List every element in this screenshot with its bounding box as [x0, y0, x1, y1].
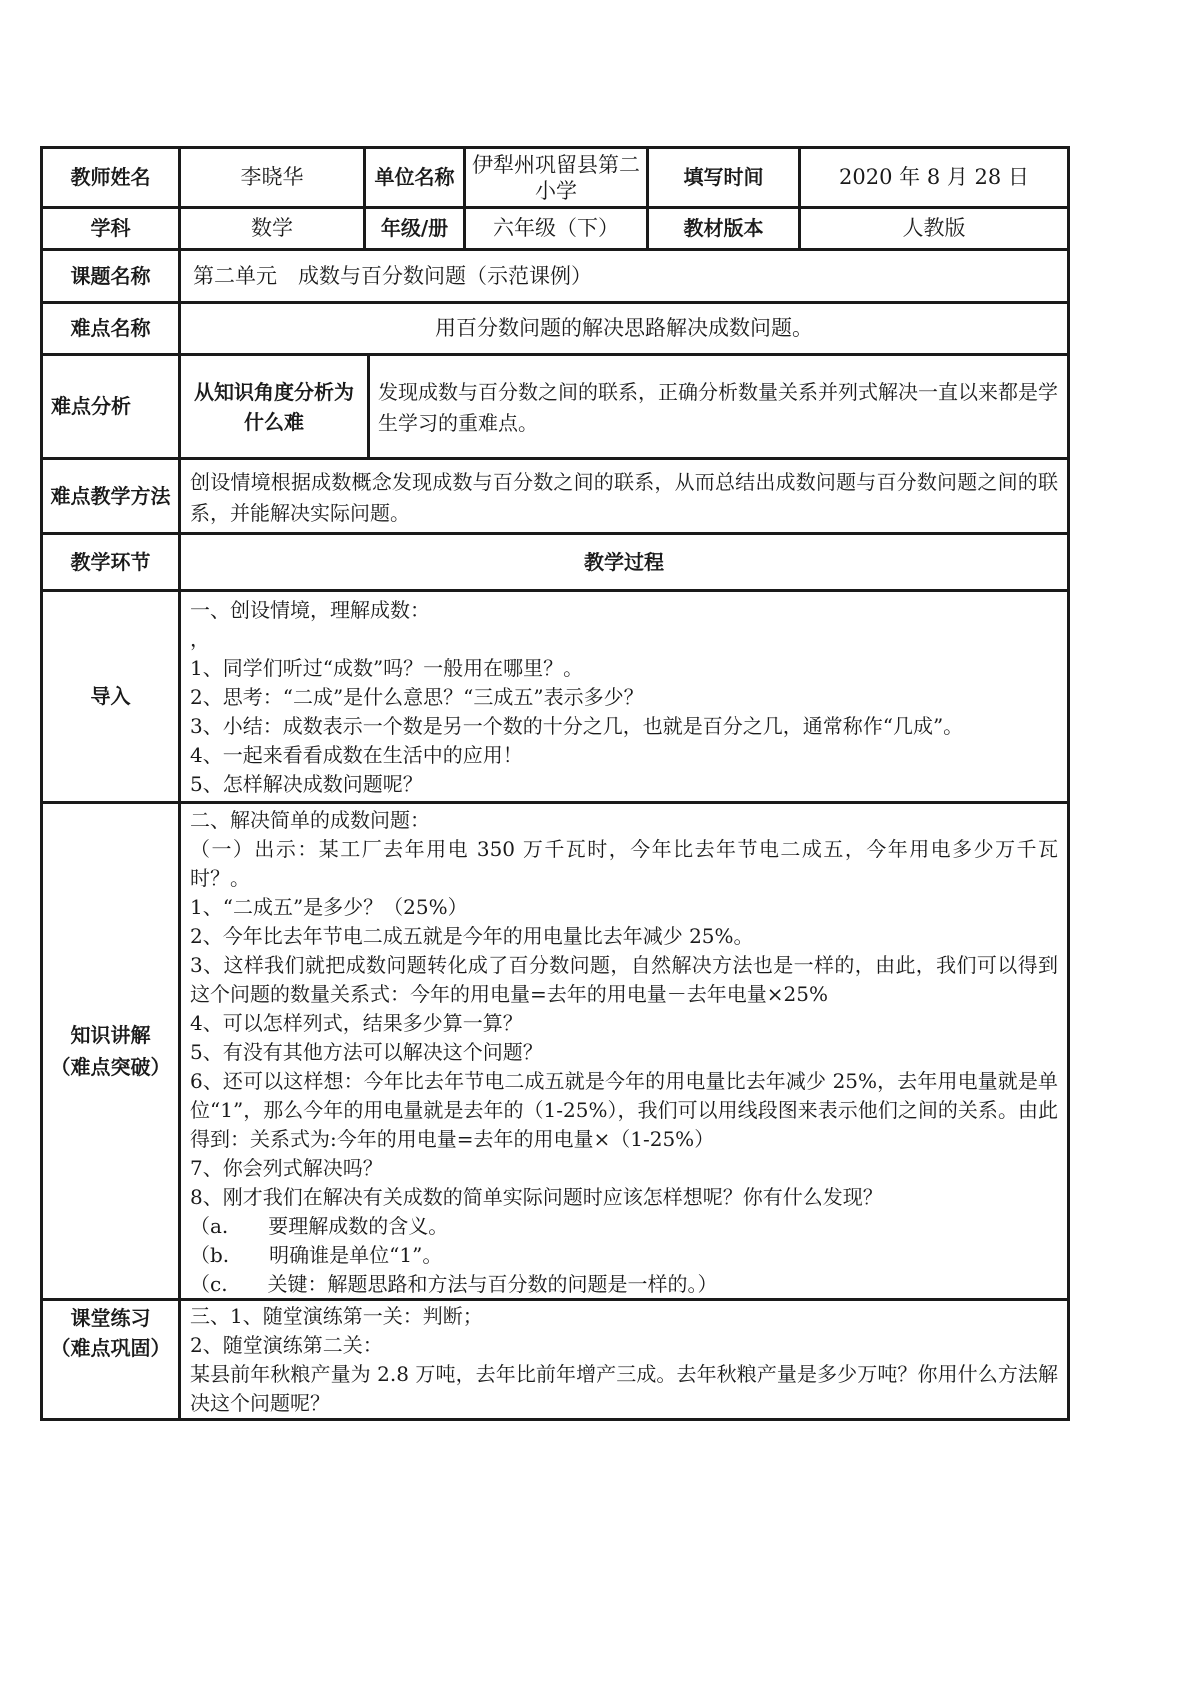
teacher-name-label: 教师姓名 — [70, 165, 151, 189]
intro-line: 2、思考：“二成”是什么意思？“三成五”表示多少？ — [190, 685, 644, 709]
practice-label — [43, 1301, 178, 1361]
explain-line: 8、刚才我们在解决有关成数的简单实际问题时应该怎样想呢？你有什么发现？ — [190, 1185, 883, 1209]
practice-label-line: 课堂练习 — [70, 1306, 151, 1330]
explain-label-line: 知识讲解 — [70, 1023, 151, 1047]
edition-value: 人教版 — [902, 216, 966, 240]
table-rule — [367, 353, 370, 460]
analysis-label: 难点分析 — [51, 394, 131, 418]
practice-label-line: （难点巩固） — [50, 1336, 171, 1360]
difficulty-label: 难点名称 — [70, 316, 151, 340]
fill-date-value: 2020 年 8 月 28 日 — [839, 165, 1029, 189]
table-rule — [40, 457, 1070, 460]
process-title: 教学过程 — [584, 549, 664, 574]
explain-label — [43, 804, 178, 1298]
explain-line: （a. 要理解成数的含义。 — [190, 1214, 449, 1238]
practice-line: 某县前年秋粮产量为 2.8 万吨，去年比前年增产三成。去年秋粮产量是多少万吨？你用什么方法解决这个问题呢？ — [190, 1362, 1058, 1415]
process-stage-label: 教学环节 — [70, 549, 151, 574]
practice-line: 三、1、随堂演练第一关：判断； — [190, 1304, 483, 1328]
grade-value: 六年级（下） — [493, 216, 619, 240]
explain-line: （c. 关键：解题思路和方法与百分数的问题是一样的。） — [190, 1272, 718, 1296]
method-label: 难点教学方法 — [50, 483, 171, 508]
explain-line: 7、你会列式解决吗？ — [190, 1156, 383, 1180]
intro-line: 一、创设情境，理解成数： — [190, 598, 430, 622]
practice-content — [190, 1302, 1058, 1418]
fill-date-label: 填写时间 — [683, 165, 764, 189]
subject-label: 学科 — [90, 216, 131, 240]
explain-line: 二、解决简单的成数问题： — [190, 808, 430, 832]
explain-line: 1、“二成五”是多少？（25%） — [190, 895, 468, 919]
unit-name-label: 单位名称 — [374, 165, 455, 189]
explain-label-line: （难点突破） — [50, 1055, 171, 1079]
difficulty-value: 用百分数问题的解决思路解决成数问题。 — [435, 316, 813, 340]
analysis-value: 发现成数与百分数之间的联系，正确分析数量关系并列式解决一直以来都是学生学习的重难点。 — [378, 380, 1058, 435]
edition-label: 教材版本 — [683, 216, 764, 240]
intro-label: 导入 — [90, 684, 131, 708]
intro-line: 3、小结：成数表示一个数是另一个数的十分之几，也就是百分之几，通常称作“几成”。 — [190, 714, 964, 738]
analysis-sub-label — [181, 356, 367, 457]
teacher-name-value: 李晓华 — [240, 165, 304, 189]
explain-line: 5、有没有其他方法可以解决这个问题？ — [190, 1040, 543, 1064]
practice-line: 2、随堂演练第二关： — [190, 1333, 383, 1357]
analysis-sub-label-line: 从知识角度分析为 — [194, 379, 354, 404]
unit-name-value — [466, 149, 646, 206]
table-rule — [1067, 146, 1070, 1421]
table-rule — [40, 1418, 1070, 1421]
intro-line: 1、同学们听过“成数”吗？一般用在哪里？。 — [190, 656, 584, 680]
explain-line: 4、可以怎样列式，结果多少算一算？ — [190, 1011, 523, 1035]
table-rule — [40, 589, 1070, 592]
method-value: 创设情境根据成数概念发现成数与百分数之间的联系，从而总结出成数问题与百分数问题之间的联系，并能解决实际问题。 — [190, 470, 1058, 525]
topic-label: 课题名称 — [70, 263, 151, 288]
unit-name-line: 伊犁州巩留县第二 — [472, 152, 640, 177]
explain-line: 6、还可以这样想：今年比去年节电二成五就是今年的用电量比去年减少 25%，去年用电量就是单位“1”，那么今年的用电量就是去年的（1-25%），我们可以用线段图来表示他们之间的关系。由此得到：关系式为:今年的用电量=去年的用电量×（1-25%） — [190, 1069, 1058, 1151]
explain-line: 2、今年比去年节电二成五就是今年的用电量比去年减少 25%。 — [190, 924, 754, 948]
topic-value: 第二单元 成数与百分数问题（示范课例） — [193, 263, 592, 288]
explain-line: 3、这样我们就把成数问题转化成了百分数问题，自然解决方法也是一样的，由此，我们可以得到这个问题的数量关系式：今年的用电量=去年的用电量－去年电量×25% — [190, 953, 1058, 1006]
table-rule — [40, 801, 1070, 804]
explain-content — [190, 806, 1058, 1299]
intro-content — [190, 596, 1058, 799]
subject-value: 数学 — [251, 216, 293, 240]
intro-line: 5、怎样解决成数问题呢？ — [190, 772, 423, 796]
intro-line: ， — [190, 627, 210, 651]
grade-label: 年级/册 — [380, 216, 449, 240]
explain-line: （一）出示：某工厂去年用电 350 万千瓦时，今年比去年节电二成五，今年用电多少万千瓦时？。 — [190, 837, 1058, 890]
unit-name-line: 小学 — [535, 178, 577, 203]
intro-line: 4、一起来看看成数在生活中的应用！ — [190, 743, 523, 767]
explain-line: （b. 明确谁是单位“1”。 — [190, 1243, 443, 1267]
analysis-sub-label-line: 什么难 — [244, 409, 304, 434]
